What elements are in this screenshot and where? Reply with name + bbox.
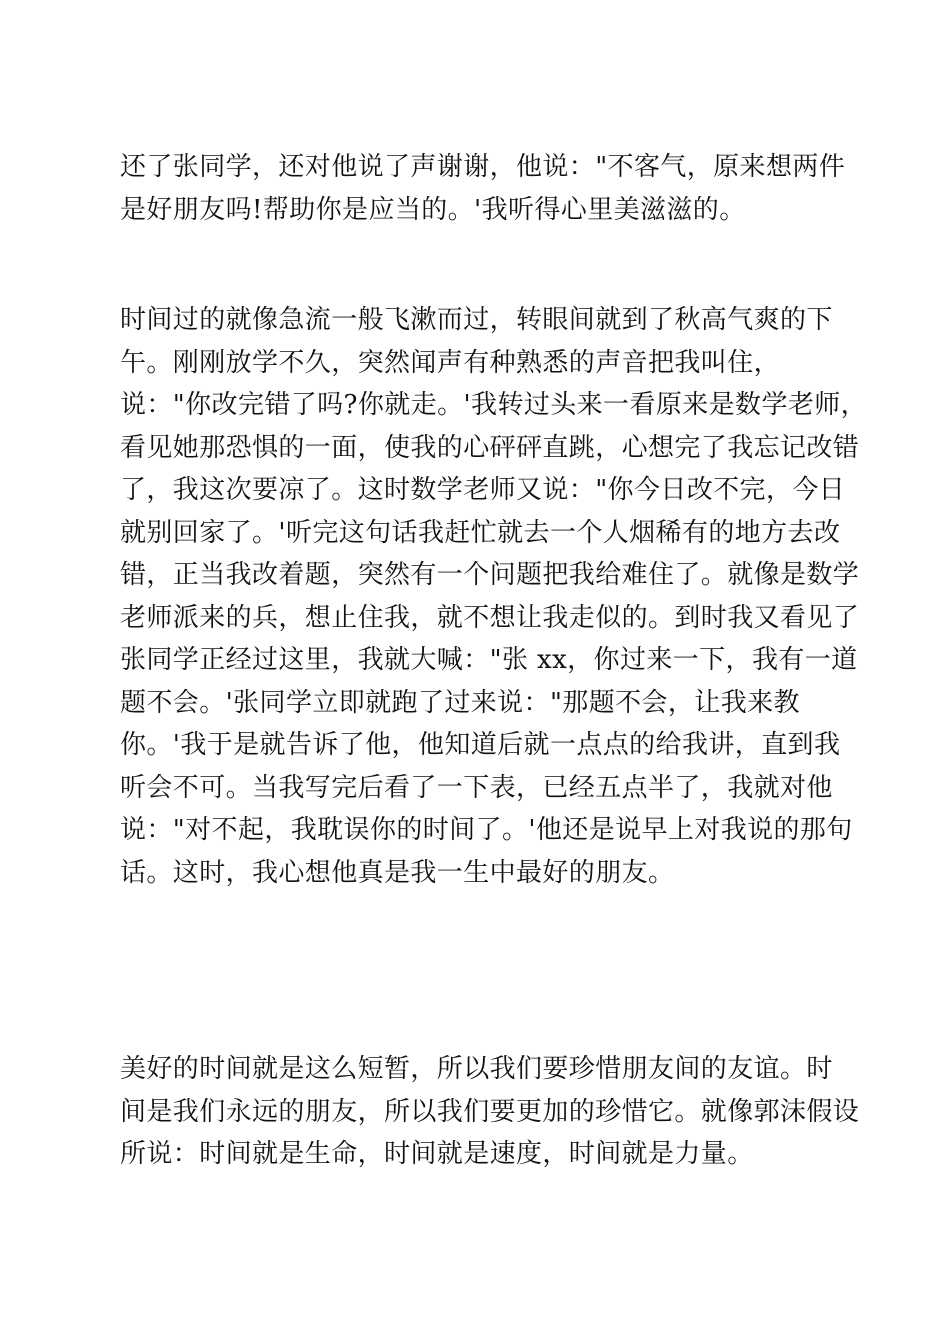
text-line: 看见她那恐惧的一面，使我的心砰砰直跳，心想完了我忘记改错 <box>120 432 860 463</box>
text-line: 时间过的就像急流一般飞漱而过，转眼间就到了秋高气爽的下 <box>120 305 833 335</box>
text-line: 听会不可。当我写完后看了一下表，已经五点半了，我就对他 <box>120 772 833 803</box>
paragraph-2 <box>120 299 868 894</box>
text-line: 午。刚刚放学不久，突然闻声有种熟悉的声音把我叫住， <box>120 347 781 378</box>
text-line: 说："对不起，我耽误你的时间了。'他还是说早上对我说的那句 <box>120 815 853 845</box>
text-line: 题不会。'张同学立即就跑了过来说："那题不会，让我来教 <box>120 687 800 718</box>
text-line: 是好朋友吗!帮助你是应当的。'我听得心里美滋滋的。 <box>120 194 746 225</box>
text-line: 间是我们永远的朋友，所以我们要更加的珍惜它。就像郭沫假设 <box>120 1096 860 1127</box>
text-line: 张同学正经过这里，我就大喊："张 xx，你过来一下，我有一道 <box>120 645 858 675</box>
text-line: 你。'我于是就告诉了他，他知道后就一点点的给我讲，直到我 <box>120 730 841 760</box>
text-line: 错，正当我改着题，突然有一个问题把我给难住了。就像是数学 <box>120 560 860 590</box>
text-line: 就别回家了。'听完这句话我赶忙就去一个人烟稀有的地方去改 <box>120 517 841 548</box>
paragraph-3 <box>120 1048 860 1176</box>
text-line: 话。这时，我心想他真是我一生中最好的朋友。 <box>120 857 675 888</box>
text-line: 还了张同学，还对他说了声谢谢，他说："不客气，原来想两件 <box>120 152 846 182</box>
paragraph-1 <box>120 146 846 231</box>
text-line: 说："你改完错了吗?你就走。'我转过头来一看原来是数学老师， <box>120 390 868 420</box>
text-line: 所说：时间就是生命，时间就是速度，时间就是力量。 <box>120 1139 754 1169</box>
text-line: 了，我这次要凉了。这时数学老师又说："你今日改不完，今日 <box>120 475 846 505</box>
text-line: 老师派来的兵，想止住我，就不想让我走似的。到时我又看见了 <box>120 602 860 633</box>
text-line: 美好的时间就是这么短暂，所以我们要珍惜朋友间的友谊。时 <box>120 1054 833 1084</box>
